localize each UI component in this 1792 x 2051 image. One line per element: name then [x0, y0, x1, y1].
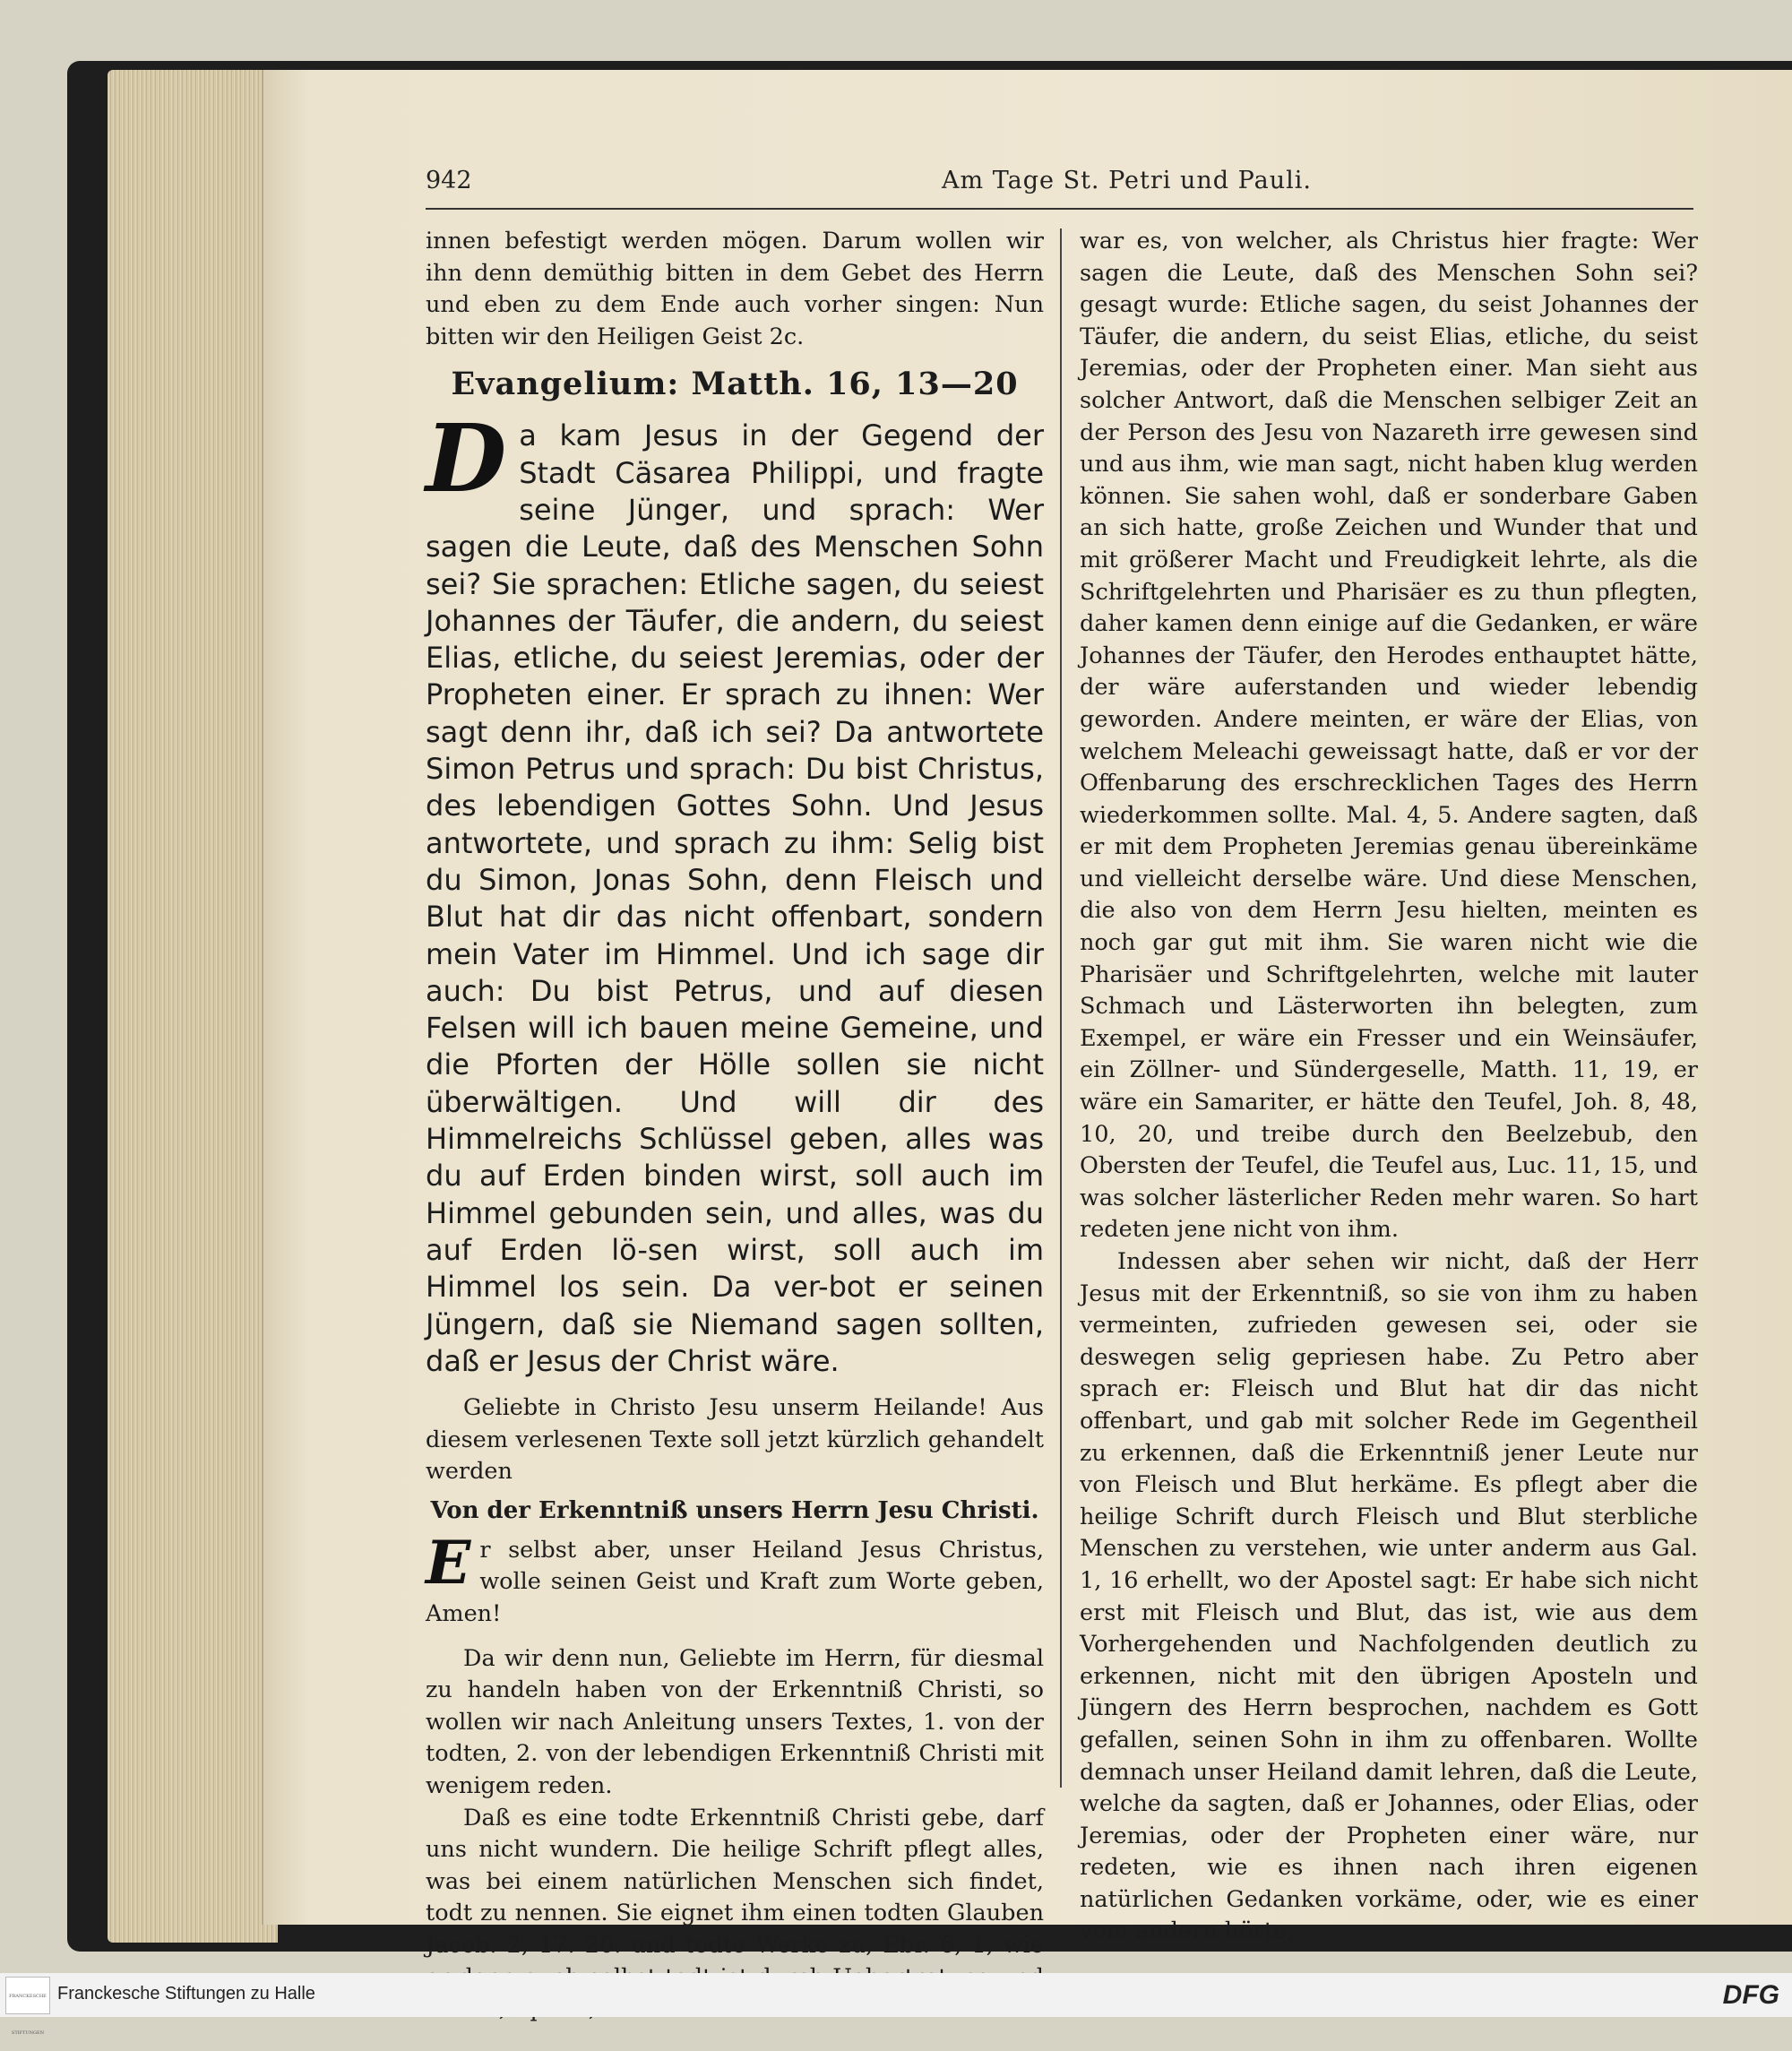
- running-header: [426, 167, 1693, 211]
- left-paragraph-2: Daß es eine todte Erkenntniß Christi gebe, darf uns nicht wundern. Die heilige Schrift pflegt alles, was bei einem natürlichen Menschen sich findet, todt zu nennen. Sie eignet ihm einen todten Glauben Jacob. 2, 17. 20. und todte Werke zu, Ebr. 6, 1, wie: [426, 1804, 1044, 1959]
- gospel-heading: Evangelium: Matth. 16, 13—20: [451, 366, 1019, 403]
- gospel-text: a kam Jesus in der Gegend der Stadt Cäsarea Philippi, und fragte seine Jünger, und sprach: Wer sagen die Leute, daß des Menschen Sohn sei? Sie sprachen: Etliche sagen, du seiest Johannes der Täufer, die andern, du seiest Elias, etliche, du seiest Jeremias, oder der Propheten einer. Er sprach zu ihnen: Wer sagt denn ihr, daß ich sei? Da antwortete Simon Petrus und sprach: Du bist Christus, des lebendigen Gottes Sohn. Und Jesus antwortete, und sprach zu ihm: Selig bist du Simon, Jonas Sohn, denn Fleisch und Blut hat dir das nicht offenbart, sondern mein Vater im Himmel. Und ich sage dir auch: Du bist Petrus, und auf diesen Felsen will ich bauen meine Gemeine, und die Pforten der Hölle sollen sie nicht überwältigen. Und will dir des Himmelreichs Schlüssel geben, alles was du auf Erden binden wirst, soll auch im Himmel gebunden sein, und alles, was du auf Erden lö-sen wirst, soll auch im Himmel los sein. Da ver-bot er seinen Jüngern, daß sie Niemand sagen sollten, daß er Jesus der Christ wäre.: [426, 418, 1044, 1378]
- left-paragraph-1: Da wir denn nun, Geliebte im Herrn, für diesmal zu handeln haben von der Erkenntniß Christi, so wollen wir nach Anleitung unsers Textes, 1. von der todten, 2. von der lebendigen Erkenntniß Christi mit wenigem reden.: [426, 1644, 1044, 1800]
- institution-logo[interactable]: [5, 1977, 50, 2036]
- right-paragraph-2: Indessen aber sehen wir nicht, daß der Herr Jesus mit der Erkenntniß, so sie von ihm zu haben vermeinten, zufrieden gewesen sei, oder sie deswegen selig gepriesen habe. Zu Petro aber sprach er: Fleisch und Blut hat dir das nicht offenbart, und gab mit solcher Rede im Gegentheil zu erkennen, daß die Erkenntniß jener Leute nur von Fleisch und Blut herkäme. Es pflegt aber die heilige Schrift durch Fleisch und Blut sterbliche Menschen zu verstehen, wie unter anderm aus Gal. 1, 16 erhellt, wo der Apostel sagt: Er habe sich nicht erst mit Fleisch und Blut, das ist, wie aus dem Vorhergehenden und Nachfolgenden deutlich zu erkennen, nicht mit den übrigen Aposteln und Jüngern des Herrn besprochen, nachdem es Gott gefallen, seinen Sohn in ihm zu offenbaren. Wollte demnach unser Heiland damit lehren, daß die Leute, welche da sagten, daß er Johannes, oder Elias, oder Jeremias, oder der Propheten einer wäre, nur redeten, wie es ihnen nach ihren eigenen natürlichen Gedanken vorkäme, oder, wie es einer vom andern hörte,: [1080, 1248, 1698, 1945]
- prayer-text: r selbst aber, unser Heiland Jesus Christus, wolle seinen Geist und Kraft zum Worte geben, Amen!: [426, 1536, 1044, 1628]
- address-paragraph: Geliebte in Christo Jesu unserm Heilande! Aus diesem verlesenen Texte soll jetzt kürzlich gehandelt werden: [426, 1394, 1044, 1486]
- column-divider: [1060, 228, 1062, 1788]
- left-column: [426, 226, 1044, 2026]
- viewer-footer: [0, 1973, 1792, 2036]
- institution-name[interactable]: Franckesche Stiftungen zu Halle: [57, 1984, 315, 2004]
- prayer-drop-initial: E: [426, 1527, 471, 1598]
- right-paragraph-1: war es, von welcher, als Christus hier fragte: Wer sagen die Leute, daß des Menschen Sohn sei? gesagt wurde: Etliche sagen, du seist Johannes der Täufer, die andern, du seist Elias, etliche, du seist Jeremias, oder der Propheten einer. Man sieht aus solcher Antwort, daß die Menschen selbiger Zeit an der Person des Jesu von Nazareth irre gewesen sind und aus ihm, wie man sagt, nicht haben klug werden können. Sie sahen wohl, daß er sonderbare Gaben an sich hatte, große Zeichen und Wunder that und mit größerer Macht und Freudigkeit lehrte, als die Schriftgelehrten und Pharisäer es zu thun pflegten, daher kamen denn einige auf die Gedanken, er wäre Johannes der Täufer, den Herodes enthauptet hätte, der wäre auferstanden und wieder lebendig geworden. Andere meinten, er wäre der Elias, von welchem Meleachi geweissagt hatte, daß er vor der Offenbarung des erschrecklichen Tages des Herrn wiederkommen sollte. Mal. 4, 5. Andere sagten, daß er mit dem Propheten Jeremias genau übereinkäme und vielleicht derselbe wäre. Und diese Menschen, die also von dem Herrn Jesu hielten, meinten es noch gar gut mit ihm. Sie waren nicht wie die Pharisäer und Schriftgelehrten, welche mit lauter Schmach und Lästerworten ihn belegten, zum Exempel, er wäre ein Fresser und ein Weinsäufer, ein Zöllner- und Sündergeselle, Matth. 11, 19, er wäre ein Samariter, er hätte den Teufel, Joh. 8, 48, 10, 20, und treibe durch den Beelzebub, den Obersten der Teufel, die Teufel aus, Luc. 11, 15, und was solcher lästerlicher Reden mehr waren. So hart redeten jene nicht von ihm.: [1080, 228, 1698, 1244]
- page-edges: [108, 70, 278, 1943]
- intro-paragraph: innen befestigt werden mögen. Darum wollen wir ihn denn demüthig bitten in dem Gebet des Herrn und eben zu dem Ende auch vorher singen: Nun bitten wir den Heiligen Geist 2c.: [426, 228, 1044, 350]
- sermon-topic: Von der Erkenntniß unsers Herrn Jesu Christi.: [430, 1496, 1039, 1524]
- page-number: 942: [426, 167, 472, 194]
- header-rule: [426, 208, 1693, 210]
- dfg-logo[interactable]: DFG: [1722, 1980, 1779, 2010]
- gospel-drop-initial: D: [426, 403, 507, 514]
- institution-logo-text: FRANCKESCHE STIFTUNGEN: [9, 1994, 47, 2036]
- right-column: [1080, 226, 1698, 1948]
- running-title: Am Tage St. Petri und Pauli.: [942, 167, 1312, 194]
